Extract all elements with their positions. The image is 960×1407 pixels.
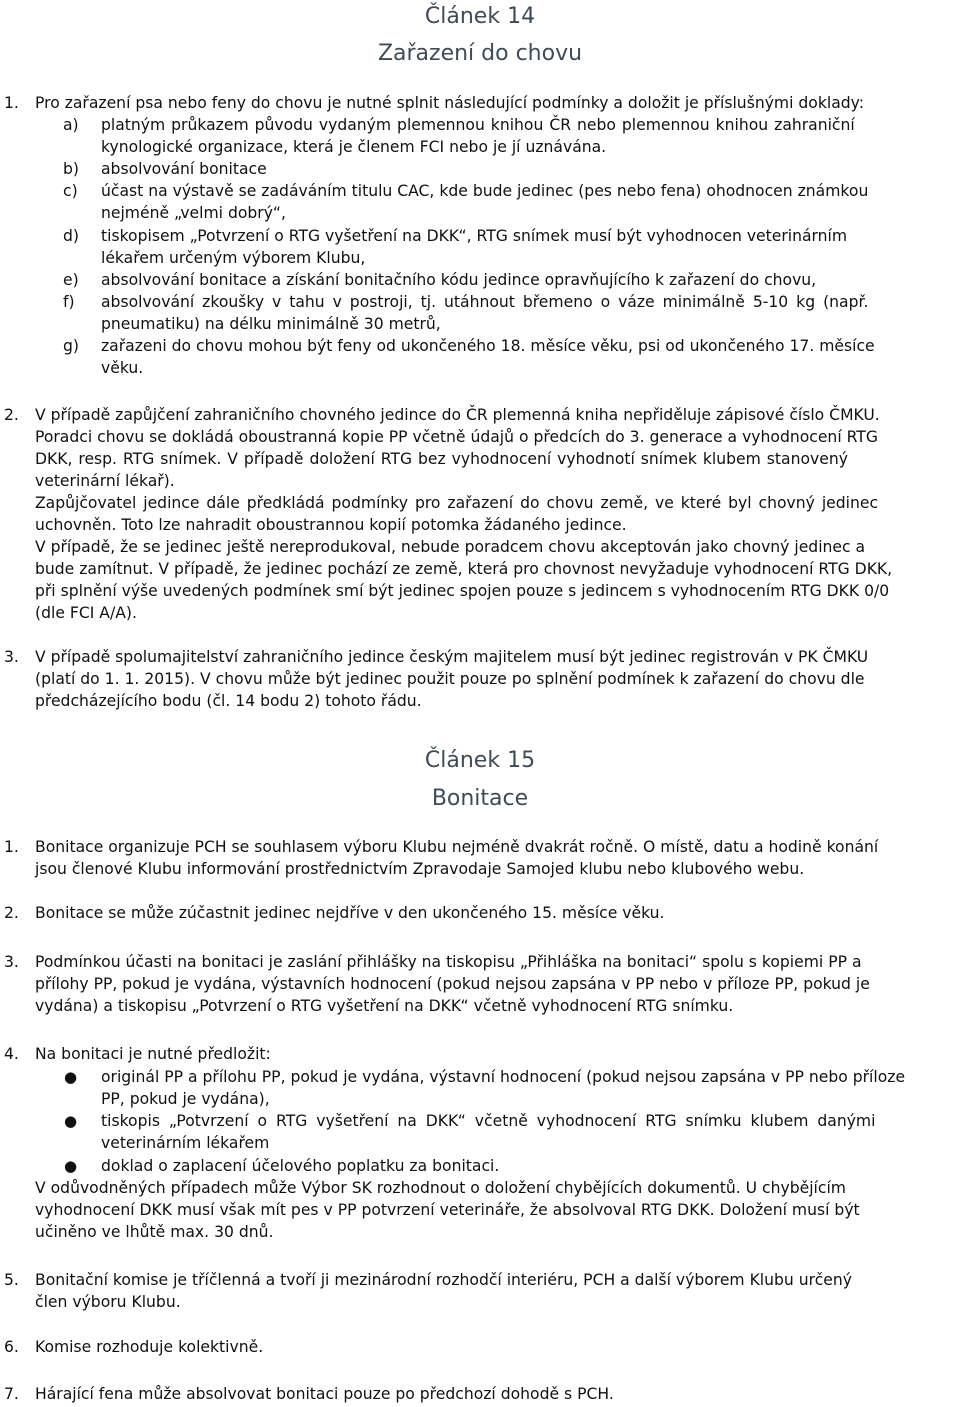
list-item-label: f) (63, 293, 75, 311)
paragraph-number: 4. (4, 1045, 19, 1063)
paragraph-number: 3. (4, 953, 19, 971)
paragraph-line: V případě, že se jedinec ještě nereprodukoval, nebude poradcem chovu akceptován jako chovný jedinec a (35, 538, 866, 556)
bullet-icon: ● (64, 1068, 78, 1086)
list-item-label: e) (63, 271, 79, 289)
paragraph-line: veterinární lékař). (35, 472, 175, 490)
bullet-line: tiskopis „Potvrzení o RTG vyšetření na DKK“ včetně vyhodnocení RTG snímku klubem danými (101, 1112, 876, 1130)
paragraph-number: 3. (4, 648, 19, 666)
paragraph-line: při splnění výše uvedených podmínek smí být jedinec spojen pouze s jedincem s vyhodnocením RTG DKK 0/0 (35, 582, 890, 600)
paragraph-number: 2. (4, 904, 19, 922)
paragraph-line: V odůvodněných případech může Výbor SK rozhodnout o doložení chybějících dokumentů. U chybějícím (35, 1179, 846, 1197)
paragraph-number: 7. (4, 1385, 19, 1403)
article-14-heading: Článek 14 (424, 4, 536, 29)
list-item-line: absolvování zkoušky v tahu v postroji, tj. utáhnout břemeno o váze minimálně 5-10 kg (např. (101, 293, 869, 311)
paragraph-line: V případě spolumajitelství zahraničního jedince českým majitelem musí být jedinec registrován v PK ČMKU (35, 648, 869, 666)
paragraph-line: (platí do 1. 1. 2015). V chovu může být jedinec použit pouze po splnění podmínek k zařazení do chovu dle (35, 670, 865, 688)
list-item-line: kynologické organizace, která je členem FCI nebo je jí uznávána. (101, 138, 607, 156)
bullet-line: PP, pokud je vydána), (101, 1090, 270, 1108)
paragraph-number: 6. (4, 1338, 19, 1356)
list-item-line: absolvování bonitace (101, 160, 267, 178)
paragraph-line: (dle FCI A/A). (35, 604, 137, 622)
list-item-line: pneumatiku) na délku minimálně 30 metrů, (101, 315, 441, 333)
article-14-subheading: Zařazení do chovu (377, 41, 583, 66)
paragraph-line: jsou členové Klubu informování prostřednictvím Zpravodaje Samojed klubu nebo klubového webu. (35, 860, 805, 878)
paragraph-line: vydána) a tiskopisu „Potvrzení o RTG vyšetření na DKK“ včetně vyhodnocení RTG snímku. (35, 997, 734, 1015)
article-15-heading: Článek 15 (424, 748, 536, 773)
list-item-label: g) (63, 337, 79, 355)
paragraph-line: Bonitační komise je tříčlenná a tvoří ji mezinárodní rozhodčí interiéru, PCH a další výborem Klubu určený (35, 1271, 852, 1289)
list-item-line: platným průkazem původu vydaným plemennou knihou ČR nebo plemennou knihou zahraniční (101, 116, 855, 134)
paragraph-line: uchovněn. Toto lze nahradit oboustrannou kopií potomka žádaného jedince. (35, 516, 627, 534)
paragraph-line: Komise rozhoduje kolektivně. (35, 1338, 264, 1356)
list-item-line: zařazeni do chovu mohou být feny od ukončeného 18. měsíce věku, psi od ukončeného 17. měsíce (101, 337, 875, 355)
paragraph-number: 5. (4, 1271, 19, 1289)
paragraph-intro: Pro zařazení psa nebo feny do chovu je nutné splnit následující podmínky a doložit je příslušnými doklady: (35, 94, 865, 112)
paragraph-line: Bonitace se může zúčastnit jedinec nejdříve v den ukončeného 15. měsíce věku. (35, 904, 665, 922)
list-item-line: účast na výstavě se zadáváním titulu CAC, kde bude jedinec (pes nebo fena) ohodnocen známkou (101, 182, 869, 200)
paragraph-line: V případě zapůjčení zahraničního chovného jedince do ČR plemenná kniha nepřiděluje zápisové číslo ČMKU. (35, 406, 880, 424)
bullet-icon: ● (64, 1157, 78, 1175)
paragraph-line: vyhodnocení DKK musí však mít pes v PP potvrzení veterináře, že absolvoval RTG DKK. Doložení musí být (35, 1201, 860, 1219)
bullet-line: veterinárním lékařem (101, 1134, 270, 1152)
list-item-line: lékařem určeným výborem Klubu, (101, 249, 366, 267)
paragraph-number: 1. (4, 838, 19, 856)
paragraph-line: přílohy PP, pokud je vydána, výstavních hodnocení (pokud nejsou zapsána v PP nebo v příloze PP, pokud je (35, 975, 870, 993)
list-item-line: nejméně „velmi dobrý“, (101, 204, 286, 222)
paragraph-line: člen výboru Klubu. (35, 1293, 181, 1311)
paragraph-line: Bonitace organizuje PCH se souhlasem výboru Klubu nejméně dvakrát ročně. O místě, datu a hodině konání (35, 838, 879, 856)
paragraph-number: 1. (4, 94, 19, 112)
list-item-line: tiskopisem „Potvrzení o RTG vyšetření na DKK“, RTG snímek musí být vyhodnocen veterinárním (101, 227, 848, 245)
paragraph-intro: Na bonitaci je nutné předložit: (35, 1045, 271, 1063)
article-15-subheading: Bonitace (431, 786, 529, 811)
paragraph-line: bude zamítnut. V případě, že jedinec pochází ze země, která pro chovnost nevyžaduje vyhodnocení RTG DKK, (35, 560, 893, 578)
paragraph-line: Podmínkou účasti na bonitaci je zaslání přihlášky na tiskopisu „Přihláška na bonitaci“ spolu s kopiemi PP a (35, 953, 862, 971)
paragraph-line: Zapůjčovatel jedince dále předkládá podmínky pro zařazení do chovu země, ve které byl chovný jedinec (35, 494, 879, 512)
list-item-label: a) (63, 116, 79, 134)
list-item-line: věku. (101, 359, 144, 377)
list-item-line: absolvování bonitace a získání bonitačního kódu jedince opravňujícího k zařazení do chovu, (101, 271, 817, 289)
list-item-label: c) (63, 182, 78, 200)
bullet-line: originál PP a přílohu PP, pokud je vydána, výstavní hodnocení (pokud nejsou zapsána v PP nebo příloze (101, 1068, 906, 1086)
bullet-icon: ● (64, 1112, 78, 1130)
list-item-label: d) (63, 227, 79, 245)
paragraph-line: předcházejícího bodu (čl. 14 bodu 2) tohoto řádu. (35, 692, 422, 710)
paragraph-line: Hárající fena může absolvovat bonitaci pouze po předchozí dohodě s PCH. (35, 1385, 614, 1403)
bullet-line: doklad o zaplacení účelového poplatku za bonitaci. (101, 1157, 500, 1175)
list-item-label: b) (63, 160, 79, 178)
paragraph-line: DKK, resp. RTG snímek. V případě doložení RTG bez vyhodnocení vyhodnotí snímek klubem stanovený (35, 450, 848, 468)
paragraph-number: 2. (4, 406, 19, 424)
paragraph-line: učiněno ve lhůtě max. 30 dnů. (35, 1223, 274, 1241)
paragraph-line: Poradci chovu se dokládá oboustranná kopie PP včetně údajů o předcích do 3. generace a vyhodnocení RTG (35, 428, 878, 446)
